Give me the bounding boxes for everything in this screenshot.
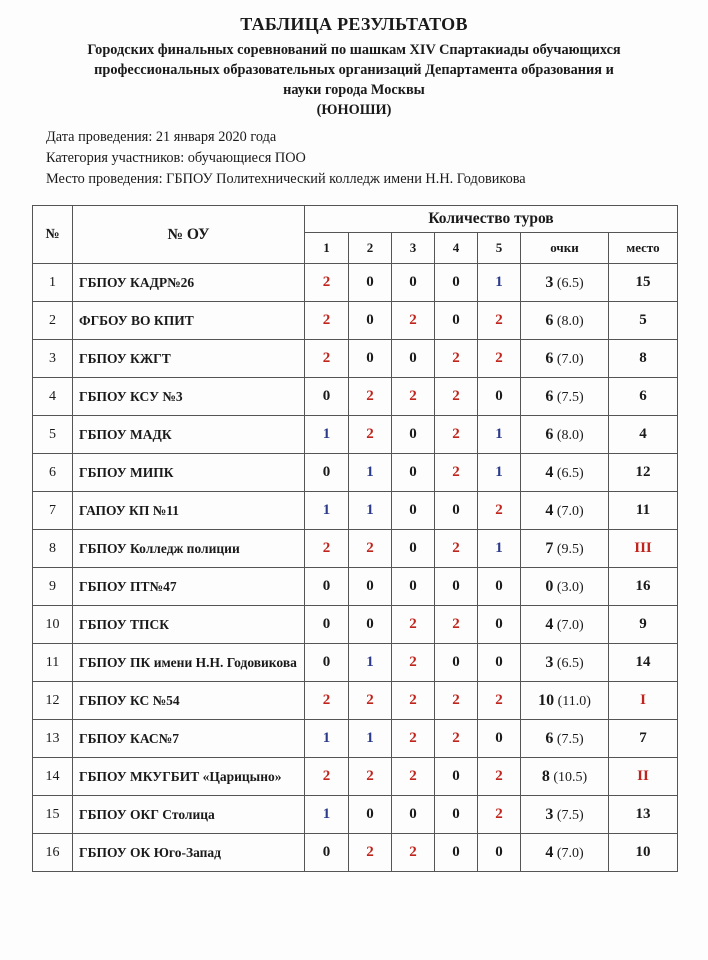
- round-score: 2: [349, 682, 392, 720]
- points-value: 6: [545, 387, 554, 405]
- row-number: 6: [33, 454, 73, 492]
- org-name: ГБПОУ МАДК: [73, 416, 305, 454]
- round-score: 2: [435, 606, 478, 644]
- round-score: 0: [392, 568, 435, 606]
- round-score: 2: [305, 682, 349, 720]
- place-cell: 11: [609, 492, 678, 530]
- org-name: ГБПОУ КСУ №3: [73, 378, 305, 416]
- place-cell: II: [609, 758, 678, 796]
- org-name: ГБПОУ КАС№7: [73, 720, 305, 758]
- row-number: 12: [33, 682, 73, 720]
- points-value: 6: [545, 729, 554, 747]
- place-cell: 13: [609, 796, 678, 834]
- points-value: 4: [545, 615, 554, 633]
- table-row: [33, 530, 678, 568]
- round-score: 2: [392, 644, 435, 682]
- round-score: 1: [349, 644, 392, 682]
- points-cell: [521, 340, 609, 378]
- header-place: место: [609, 233, 678, 264]
- round-score: 2: [349, 758, 392, 796]
- table-row: [33, 492, 678, 530]
- row-number: 5: [33, 416, 73, 454]
- points-cell: [521, 834, 609, 872]
- points-cell: [521, 416, 609, 454]
- round-score: 2: [305, 530, 349, 568]
- round-score: 0: [392, 416, 435, 454]
- points-value: 6: [545, 425, 554, 443]
- points-value: 6: [545, 311, 554, 329]
- points-extra: (7.0): [556, 503, 584, 519]
- table-row: [33, 758, 678, 796]
- round-score: 0: [305, 378, 349, 416]
- points-extra: (7.0): [556, 351, 584, 367]
- round-score: 0: [392, 340, 435, 378]
- place-cell: I: [609, 682, 678, 720]
- round-score: 1: [349, 454, 392, 492]
- round-score: 0: [392, 264, 435, 302]
- round-score: 2: [435, 416, 478, 454]
- round-score: 2: [392, 758, 435, 796]
- round-score: 2: [435, 720, 478, 758]
- points-extra: (9.5): [556, 541, 584, 557]
- org-name: ГБПОУ МКУГБИТ «Царицыно»: [73, 758, 305, 796]
- round-score: 1: [349, 720, 392, 758]
- round-score: 0: [478, 378, 521, 416]
- document-subtitle: [20, 40, 688, 120]
- round-score: 0: [392, 454, 435, 492]
- table-row: [33, 606, 678, 644]
- round-score: 0: [435, 644, 478, 682]
- points-cell: [521, 492, 609, 530]
- place-cell: 4: [609, 416, 678, 454]
- round-score: 2: [392, 682, 435, 720]
- table-row: [33, 796, 678, 834]
- round-score: 1: [478, 530, 521, 568]
- org-name: ГБПОУ ОКГ Столица: [73, 796, 305, 834]
- points-cell: [521, 644, 609, 682]
- table-row: [33, 340, 678, 378]
- round-score: 0: [349, 568, 392, 606]
- points-extra: (10.5): [553, 769, 588, 785]
- round-score: 2: [349, 834, 392, 872]
- round-score: 0: [435, 264, 478, 302]
- points-extra: (7.0): [556, 617, 584, 633]
- round-score: 2: [392, 302, 435, 340]
- round-score: 0: [435, 758, 478, 796]
- round-score: 0: [392, 796, 435, 834]
- points-value: 4: [545, 501, 554, 519]
- points-value: 3: [545, 805, 554, 823]
- round-score: 2: [349, 378, 392, 416]
- points-value: 8: [541, 767, 550, 785]
- header-rounds-group: Количество туров: [305, 206, 678, 233]
- round-score: 0: [305, 834, 349, 872]
- round-score: 2: [305, 340, 349, 378]
- round-score: 2: [392, 720, 435, 758]
- round-score: 1: [478, 454, 521, 492]
- row-number: 8: [33, 530, 73, 568]
- org-name: ГБПОУ КЖГТ: [73, 340, 305, 378]
- subtitle-line: Городских финальных соревнований по шашкам XIV Спартакиады обучающихся: [87, 42, 621, 58]
- round-score: 0: [349, 264, 392, 302]
- round-score: 2: [392, 606, 435, 644]
- row-number: 7: [33, 492, 73, 530]
- round-score: 0: [349, 606, 392, 644]
- row-number: 11: [33, 644, 73, 682]
- table-row: [33, 302, 678, 340]
- table-row: [33, 834, 678, 872]
- row-number: 4: [33, 378, 73, 416]
- round-score: 1: [305, 796, 349, 834]
- round-score: 2: [435, 378, 478, 416]
- points-value: 10: [538, 691, 555, 709]
- round-score: 2: [305, 758, 349, 796]
- table-row: [33, 264, 678, 302]
- round-score: 2: [478, 758, 521, 796]
- round-score: 0: [478, 644, 521, 682]
- org-name: ГБПОУ ОК Юго-Запад: [73, 834, 305, 872]
- header-round: 3: [392, 233, 435, 264]
- points-value: 4: [545, 843, 554, 861]
- subtitle-line: профессиональных образовательных организаций Департамента образования и: [94, 62, 614, 78]
- round-score: 2: [392, 834, 435, 872]
- points-extra: (6.5): [556, 465, 584, 481]
- org-name: ГБПОУ КАДР№26: [73, 264, 305, 302]
- round-score: 1: [305, 416, 349, 454]
- points-cell: [521, 302, 609, 340]
- round-score: 2: [435, 340, 478, 378]
- place-cell: 6: [609, 378, 678, 416]
- round-score: 1: [305, 720, 349, 758]
- round-score: 0: [349, 796, 392, 834]
- round-score: 0: [305, 644, 349, 682]
- table-row: [33, 416, 678, 454]
- points-cell: [521, 720, 609, 758]
- round-score: 1: [478, 264, 521, 302]
- points-cell: [521, 796, 609, 834]
- points-value: 3: [545, 273, 554, 291]
- round-score: 2: [349, 530, 392, 568]
- place-cell: 10: [609, 834, 678, 872]
- round-score: 2: [349, 416, 392, 454]
- table-row: [33, 682, 678, 720]
- round-score: 1: [478, 416, 521, 454]
- meta-venue: Место проведения: ГБПОУ Политехнический колледж имени Н.Н. Годовикова: [46, 171, 526, 187]
- org-name: ГБПОУ Колледж полиции: [73, 530, 305, 568]
- org-name: ГБПОУ ТПСК: [73, 606, 305, 644]
- round-score: 0: [305, 454, 349, 492]
- points-cell: [521, 606, 609, 644]
- points-extra: (7.5): [556, 807, 584, 823]
- round-score: 2: [305, 264, 349, 302]
- header-num: №: [33, 206, 73, 264]
- org-name: ГБПОУ МИПК: [73, 454, 305, 492]
- row-number: 1: [33, 264, 73, 302]
- row-number: 9: [33, 568, 73, 606]
- points-cell: [521, 568, 609, 606]
- place-cell: 8: [609, 340, 678, 378]
- place-cell: 7: [609, 720, 678, 758]
- round-score: 0: [392, 530, 435, 568]
- org-name: ФГБОУ ВО КПИТ: [73, 302, 305, 340]
- round-score: 0: [435, 568, 478, 606]
- round-score: 0: [435, 492, 478, 530]
- points-extra: (6.5): [556, 655, 584, 671]
- points-extra: (11.0): [557, 693, 591, 709]
- points-extra: (3.0): [556, 579, 584, 595]
- subtitle-line: науки города Москвы: [283, 82, 425, 98]
- document-title: ТАБЛИЦА РЕЗУЛЬТАТОВ: [240, 14, 468, 34]
- round-score: 2: [392, 378, 435, 416]
- points-value: 3: [545, 653, 554, 671]
- results-table: [32, 205, 678, 872]
- round-score: 0: [349, 302, 392, 340]
- round-score: 0: [478, 568, 521, 606]
- round-score: 2: [435, 454, 478, 492]
- row-number: 14: [33, 758, 73, 796]
- place-cell: 16: [609, 568, 678, 606]
- points-value: 4: [545, 463, 554, 481]
- place-cell: 5: [609, 302, 678, 340]
- round-score: 0: [478, 720, 521, 758]
- meta-date: Дата проведения: 21 января 2020 года: [46, 129, 277, 145]
- org-name: ГБПОУ ПТ№47: [73, 568, 305, 606]
- round-score: 1: [349, 492, 392, 530]
- row-number: 13: [33, 720, 73, 758]
- header-round: 2: [349, 233, 392, 264]
- header-round: 1: [305, 233, 349, 264]
- points-extra: (7.5): [556, 389, 584, 405]
- points-cell: [521, 264, 609, 302]
- place-cell: 15: [609, 264, 678, 302]
- row-number: 2: [33, 302, 73, 340]
- round-score: 0: [435, 834, 478, 872]
- place-cell: III: [609, 530, 678, 568]
- round-score: 1: [305, 492, 349, 530]
- round-score: 0: [478, 834, 521, 872]
- round-score: 2: [478, 492, 521, 530]
- points-cell: [521, 758, 609, 796]
- round-score: 2: [478, 340, 521, 378]
- row-number: 10: [33, 606, 73, 644]
- round-score: 2: [478, 682, 521, 720]
- points-cell: [521, 378, 609, 416]
- row-number: 3: [33, 340, 73, 378]
- org-name: ГБПОУ ПК имени Н.Н. Годовикова: [73, 644, 305, 682]
- round-score: 0: [392, 492, 435, 530]
- org-name: ГАПОУ КП №11: [73, 492, 305, 530]
- header-points: очки: [521, 233, 609, 264]
- place-cell: 14: [609, 644, 678, 682]
- header-org: № ОУ: [73, 206, 305, 264]
- round-score: 2: [478, 302, 521, 340]
- points-cell: [521, 530, 609, 568]
- round-score: 0: [349, 340, 392, 378]
- table-row: [33, 378, 678, 416]
- round-score: 2: [305, 302, 349, 340]
- points-extra: (6.5): [556, 275, 584, 291]
- round-score: 0: [478, 606, 521, 644]
- meta-category: Категория участников: обучающиеся ПОО: [46, 150, 306, 166]
- round-score: 0: [435, 796, 478, 834]
- points-extra: (7.0): [556, 845, 584, 861]
- round-score: 2: [435, 530, 478, 568]
- points-extra: (7.5): [556, 731, 584, 747]
- points-value: 6: [545, 349, 554, 367]
- row-number: 15: [33, 796, 73, 834]
- round-score: 2: [435, 682, 478, 720]
- points-value: 0: [545, 577, 554, 595]
- place-cell: 12: [609, 454, 678, 492]
- points-extra: (8.0): [556, 313, 584, 329]
- table-row: [33, 720, 678, 758]
- round-score: 0: [435, 302, 478, 340]
- points-cell: [521, 454, 609, 492]
- row-number: 16: [33, 834, 73, 872]
- points-value: 7: [545, 539, 554, 557]
- points-cell: [521, 682, 609, 720]
- results-table-body: [33, 264, 678, 872]
- table-row: [33, 644, 678, 682]
- header-round: 4: [435, 233, 478, 264]
- points-extra: (8.0): [556, 427, 584, 443]
- place-cell: 9: [609, 606, 678, 644]
- subtitle-line: (ЮНОШИ): [316, 102, 392, 118]
- round-score: 0: [305, 606, 349, 644]
- header-round: 5: [478, 233, 521, 264]
- round-score: 0: [305, 568, 349, 606]
- org-name: ГБПОУ КС №54: [73, 682, 305, 720]
- table-row: [33, 454, 678, 492]
- table-row: [33, 568, 678, 606]
- round-score: 2: [478, 796, 521, 834]
